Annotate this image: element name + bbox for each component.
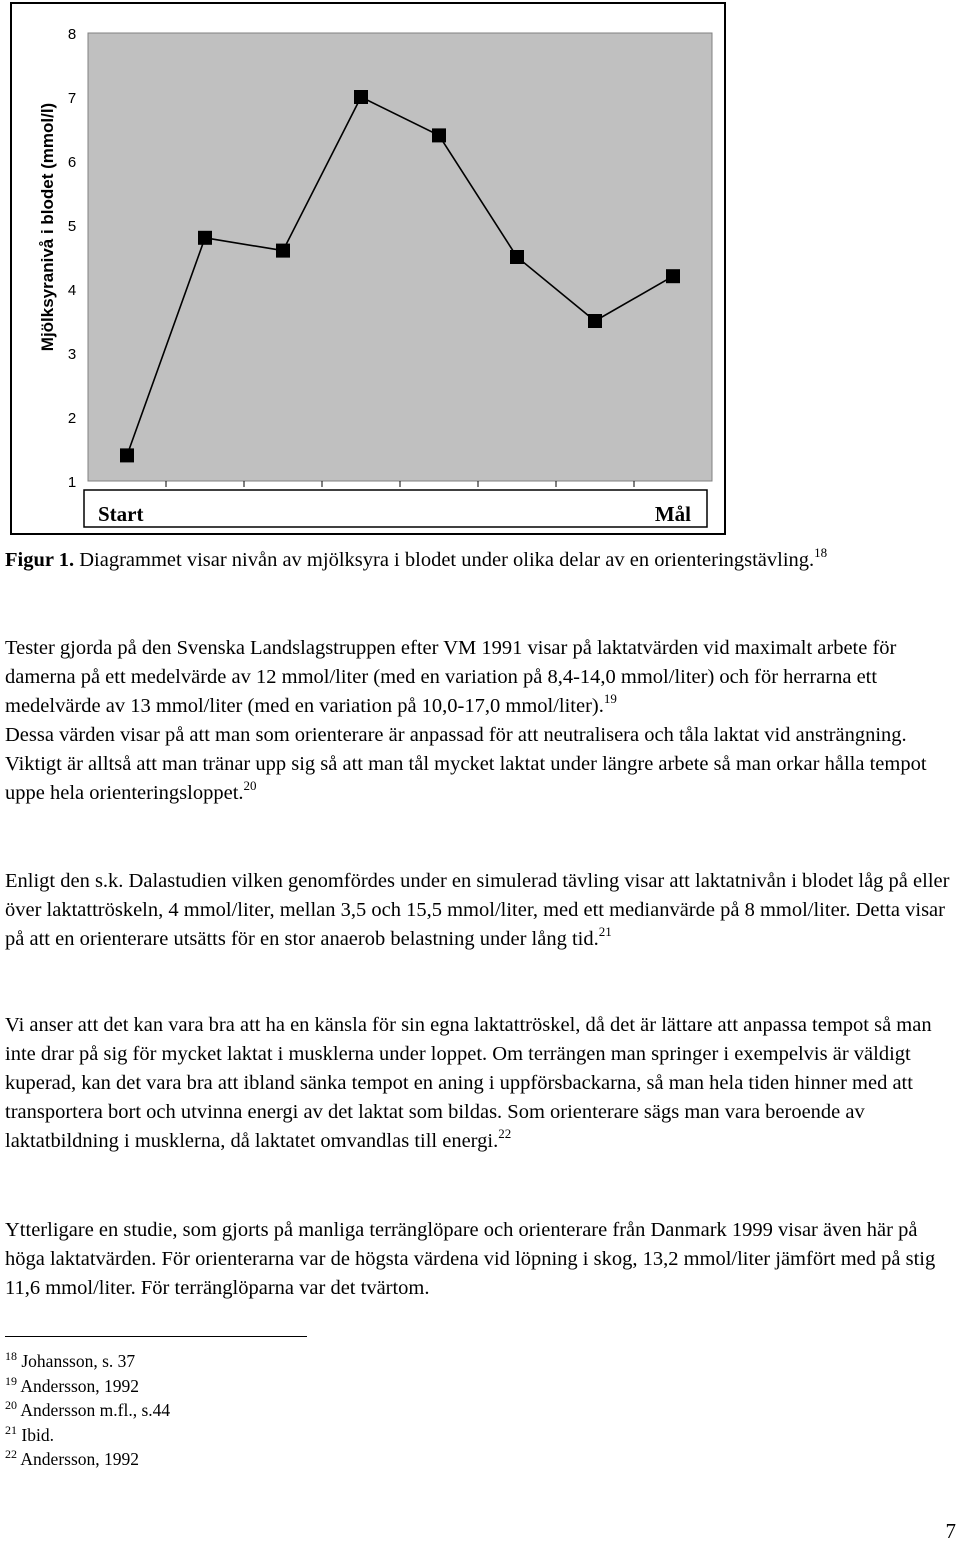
footnote-divider: [5, 1336, 307, 1337]
paragraph-text: Tester gjorda på den Svenska Landslagstruppen efter VM 1991 visar på laktatvärden vid maximalt arbete för damerna på ett medelvärde av 12 mmol/liter (med en variation på 8,4-14,0 mmol/liter) och för herrarna ett medelvärde av 13 mmol/liter (med en variation på 10,0-17,0 mmol/liter).: [5, 637, 897, 717]
lactate-chart: [10, 2, 726, 535]
footnote: [5, 1398, 170, 1423]
paragraph-text: Dessa värden visar på att man som orienterare är anpassad för att neutralisera och tåla laktat vid ansträngning. Viktigt är alltså att man tränar upp sig så att man tål mycket laktat under längre arbete så man orkar hålla tempot uppe hela orienteringsloppet.: [5, 724, 927, 804]
paragraph-laktattroskel: [5, 1011, 960, 1156]
footnote-number: 20: [5, 1398, 17, 1412]
data-point: [588, 314, 602, 328]
footnote: [5, 1447, 170, 1472]
y-tick-label: 6: [67, 154, 77, 171]
footnote-number: 21: [5, 1422, 17, 1437]
y-axis-label: Mjölksyranivå i blodet (mmol/l): [38, 102, 57, 352]
paragraph-text: Vi anser att det kan vara bra att ha en känsla för sin egna laktattröskel, då det är lättare att anpassa tempot så man inte drar på sig för mycket laktat i musklerna under loppet. Om terrängen man springer i exempelvis är väldigt kuperad, kan det vara bra att ibland sänka tempot en aning i uppförsbackarna, så man hela tiden hinner med att transportera bort och utvinna energi av det laktat som bildas. Som orienterare sägs man vara beroende av laktatbildning i musklerna, då laktatet omvandlas till energi.: [5, 1014, 932, 1152]
paragraph-dalastudien: [5, 867, 960, 954]
y-tick-label: 1: [67, 474, 77, 491]
caption-label: Figur 1.: [5, 549, 75, 571]
data-point: [198, 231, 212, 245]
footnote-ref: 20: [243, 778, 257, 793]
footnote-list: [5, 1349, 170, 1472]
footnote-number: 18: [5, 1349, 17, 1363]
caption-ref: 18: [814, 545, 828, 560]
caption-text: Diagrammet visar nivån av mjölksyra i blodet under olika delar av en orienteringstävling.: [74, 549, 815, 571]
data-point: [276, 244, 290, 258]
y-tick-label: 8: [67, 26, 77, 43]
footnote: [5, 1423, 170, 1448]
footnote-text: Andersson, 1992: [20, 1449, 140, 1469]
plot-area: [88, 33, 712, 481]
y-tick-label: 4: [67, 282, 77, 299]
data-point: [354, 90, 368, 104]
data-point: [666, 269, 680, 283]
footnote-number: 19: [5, 1373, 17, 1388]
paragraph-text: Enligt den s.k. Dalastudien vilken genomfördes under en simulerad tävling visar att laktatnivån i blodet låg på eller över laktattröskeln, 4 mmol/liter, mellan 3,5 och 15,5 mmol/liter, med ett medianvärde på 8 mmol/liter. Detta visar på att en orienterare utsätts för en stor anaerob belastning under lång tid.: [5, 870, 950, 950]
footnote-text: Johansson, s. 37: [21, 1351, 136, 1371]
x-axis-start-label: Start: [98, 502, 144, 526]
page-number: 7: [945, 1519, 956, 1543]
footnote-ref: 19: [603, 691, 617, 706]
x-label-box: [84, 490, 707, 527]
footnote-number: 22: [5, 1447, 17, 1461]
data-point: [432, 128, 446, 142]
footnote-text: Andersson m.fl., s.44: [20, 1400, 171, 1420]
y-tick-label: 7: [67, 90, 77, 107]
y-tick-label: 2: [67, 410, 77, 427]
footnote: [5, 1374, 170, 1399]
figure-caption: [5, 546, 960, 575]
footnote-ref: 21: [598, 924, 612, 939]
data-point: [120, 448, 134, 462]
footnote: [5, 1349, 170, 1374]
y-tick-label: 5: [67, 218, 77, 235]
footnote-ref: 22: [498, 1126, 512, 1141]
paragraph-text: Ytterligare en studie, som gjorts på manliga terränglöpare och orienterare från Danmark 1999 visar även här på höga laktatvärden. För orienterarna var de högsta värdena vid löpning i skog, 13,2 mmol/liter jämfört med på stig 11,6 mmol/liter. För terränglöparna var det tvärtom.: [5, 1219, 936, 1299]
paragraph-landslag: [5, 634, 960, 808]
chart-canvas: [12, 4, 724, 533]
footnote-text: Andersson, 1992: [20, 1375, 140, 1396]
x-axis-end-label: Mål: [654, 502, 691, 526]
footnote-text: Ibid.: [21, 1424, 54, 1445]
data-point: [510, 250, 524, 264]
y-tick-label: 3: [67, 346, 77, 363]
paragraph-danmark: [5, 1216, 960, 1303]
